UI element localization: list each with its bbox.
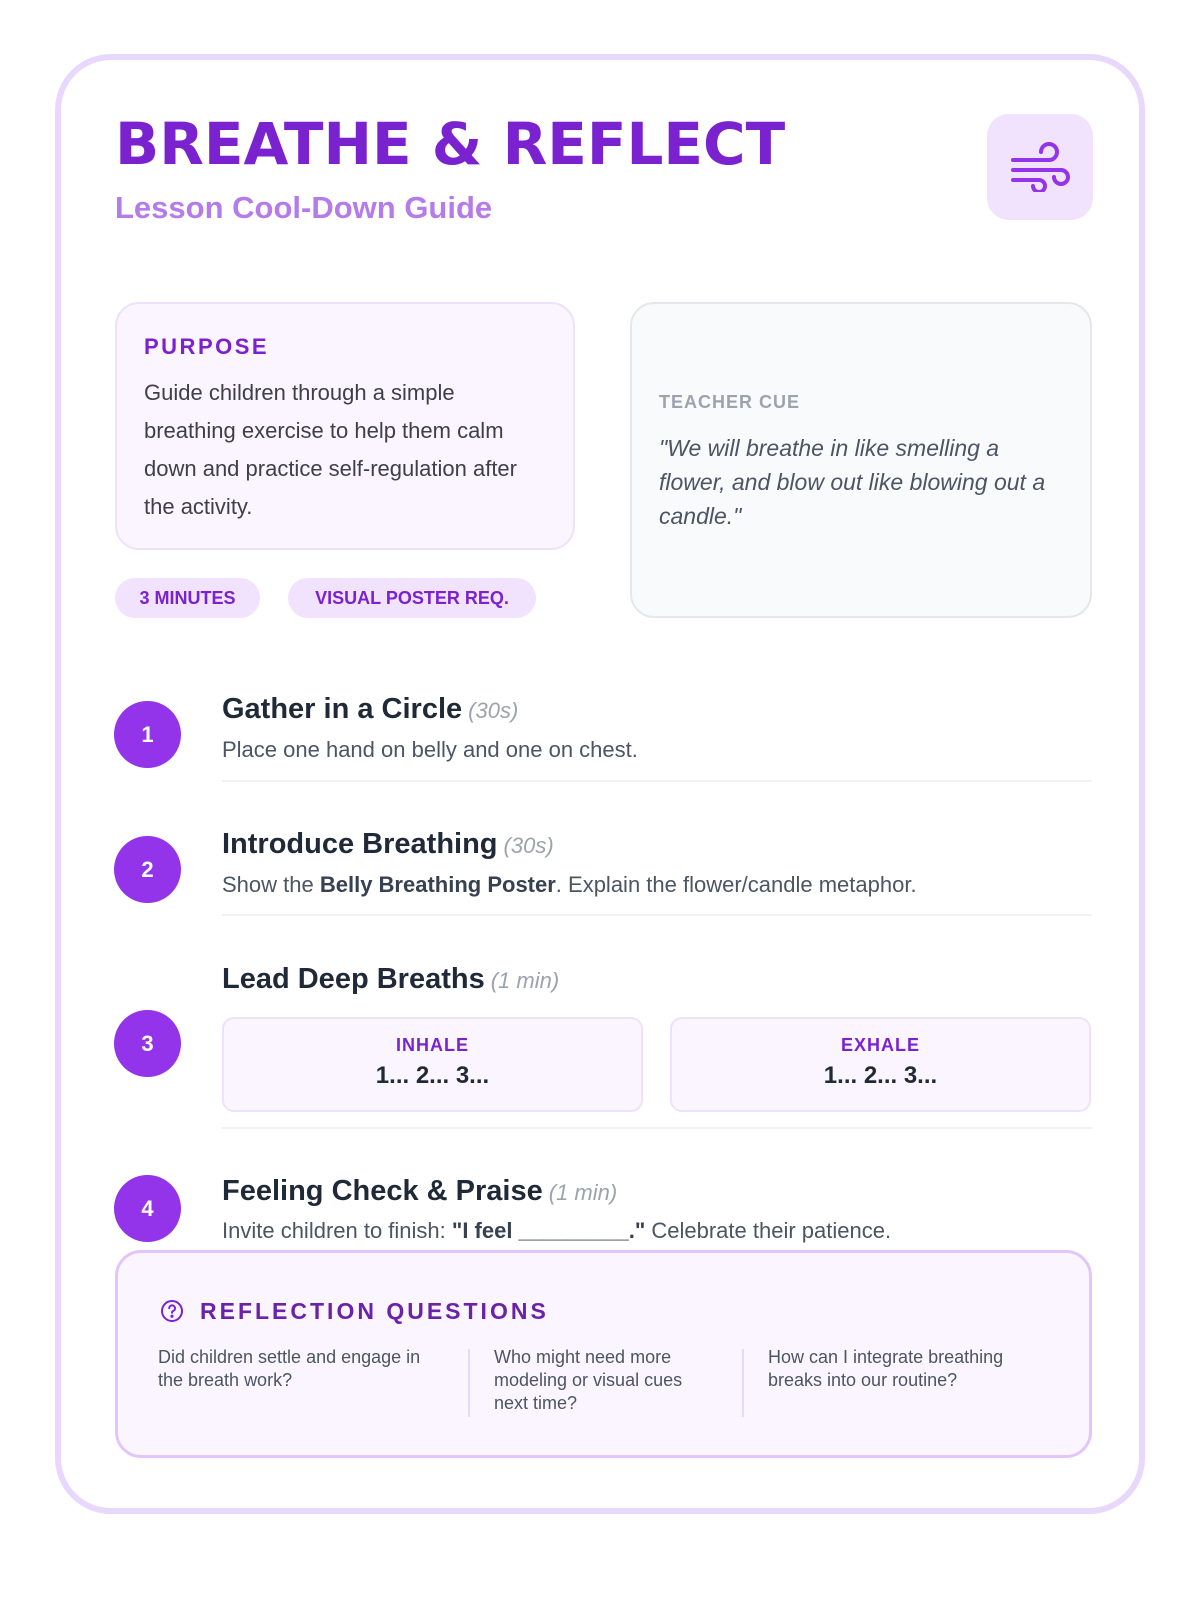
divider [222, 914, 1092, 916]
question-divider [468, 1349, 470, 1417]
purpose-label: PURPOSE [144, 334, 270, 359]
reflection-title: REFLECTION QUESTIONS [200, 1298, 549, 1324]
step-title: Gather in a Circle (30s) [222, 693, 519, 725]
step-duration: (30s) [468, 698, 519, 723]
step-title: Introduce Breathing (30s) [222, 828, 554, 860]
divider [222, 780, 1092, 782]
reflection-question: How can I integrate breathing breaks into our routine? [768, 1347, 1004, 1390]
exhale-label: EXHALE [840, 1035, 920, 1055]
step-description: Show the Belly Breathing Poster. Explain the flower/candle metaphor. [222, 872, 917, 897]
exhale-count: 1... 2... 3... [823, 1062, 938, 1089]
reflection-panel [115, 1250, 1092, 1458]
step-number: 1 [114, 701, 181, 768]
feeling-prompt: "I feel _________." [451, 1218, 646, 1243]
teacher-cue-box [630, 302, 1092, 618]
purpose-text: Guide children through a simple breathing exercise to help them calm down and practice self-regulation after the activity. [144, 380, 517, 519]
wind-icon-tile [987, 114, 1093, 220]
teacher-cue-text: "We will breathe in like smelling a flower, and blow out like blowing out a candle." [659, 435, 1046, 529]
step-number: 4 [114, 1175, 181, 1242]
step-number: 3 [114, 1010, 181, 1077]
page-title: BREATHE & REFLECT [115, 110, 786, 178]
inhale-box [222, 1017, 643, 1112]
step-duration: (1 min) [490, 968, 560, 993]
wind-icon [1009, 142, 1071, 192]
purpose-box [115, 302, 575, 550]
exhale-box [670, 1017, 1091, 1112]
poster-tag: VISUAL POSTER REQ. [288, 578, 536, 618]
reflection-question: Did children settle and engage in the breath work? [158, 1347, 421, 1390]
step-number: 2 [114, 836, 181, 903]
page-subtitle: Lesson Cool-Down Guide [115, 190, 493, 225]
duration-tag: 3 MINUTES [115, 578, 260, 618]
step-duration: (30s) [503, 833, 554, 858]
poster-name: Belly Breathing Poster [319, 872, 556, 897]
step-description: Place one hand on belly and one on chest. [222, 737, 638, 762]
help-circle-icon [160, 1299, 184, 1323]
divider [222, 1127, 1092, 1129]
reflection-question: Who might need more modeling or visual cues next time? [494, 1347, 683, 1413]
step-title: Lead Deep Breaths (1 min) [222, 963, 560, 995]
inhale-label: INHALE [396, 1035, 469, 1055]
inhale-count: 1... 2... 3... [375, 1062, 490, 1089]
question-divider [742, 1349, 744, 1417]
step-description: Invite children to finish: "I feel _________." Celebrate their patience. [222, 1218, 892, 1243]
teacher-cue-label: TEACHER CUE [659, 392, 801, 412]
step-duration: (1 min) [548, 1180, 618, 1205]
step-title: Feeling Check & Praise (1 min) [222, 1175, 618, 1207]
